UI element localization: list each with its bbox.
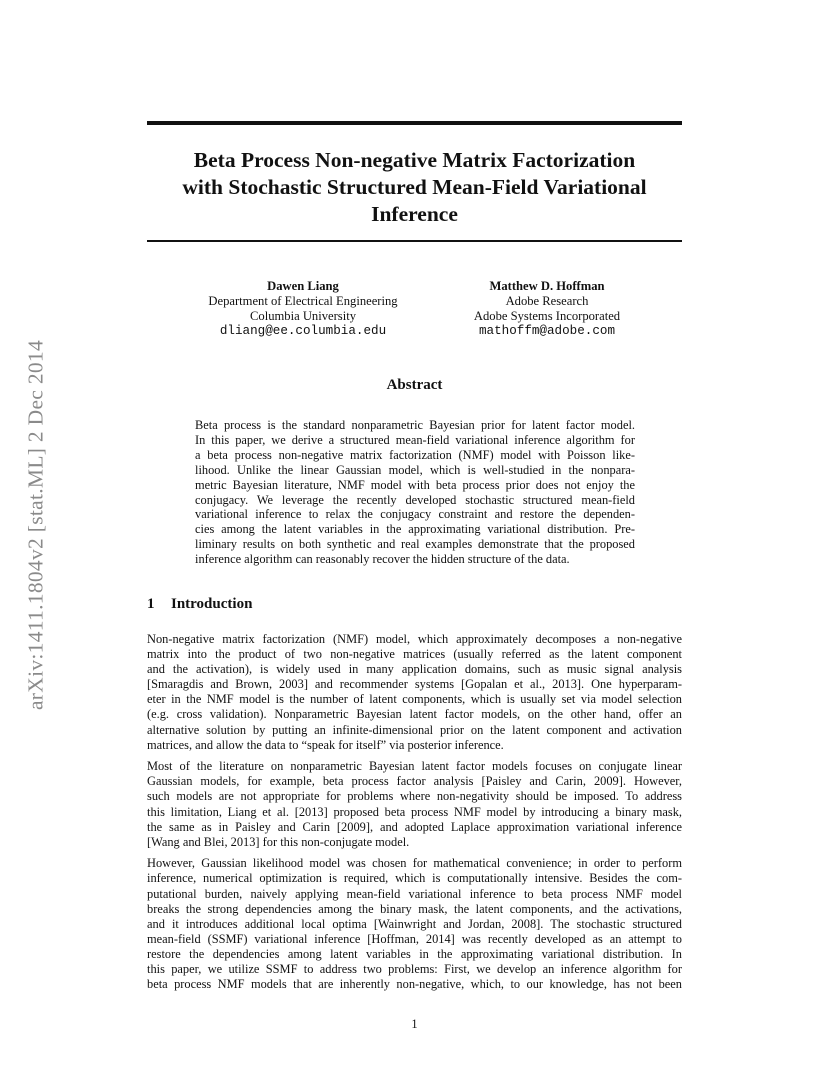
text-line: However, Gaussian likelihood model was chosen for mathematical convenience; in order to perform	[147, 856, 682, 871]
abstract-line: Beta process is the standard nonparametric Bayesian prior for latent factor model.	[195, 418, 635, 432]
text-line: matrices, and allow the data to “speak for itself” via posterior inference.	[147, 737, 504, 752]
text-line: restore the dependencies among latent variables in the approximating variational distribution. In	[147, 946, 682, 961]
text-line: Non-negative matrix factorization (NMF) model, which approximately decomposes a non-negative	[147, 632, 682, 646]
text-line: [Wang and Blei, 2013] for this non-conjugate model.	[147, 834, 410, 849]
text-line: eter in the NMF model is the number of latent components, which is usually set via model selection	[147, 692, 682, 707]
text-line: (e.g. cross validation). Nonparametric Bayesian latent factor models, on the other hand, offer an	[147, 707, 682, 722]
abstract-line: variational inference to relax the conjugacy constraint and restore the dependen-	[195, 507, 635, 522]
author-email: mathoffm@adobe.com	[478, 324, 616, 338]
paragraph	[147, 759, 682, 850]
abstract-line: liminary results on both synthetic and real examples demonstrate that the proposed	[195, 537, 635, 552]
abstract-line: cies among the latent variables in the approximating variational distribution. Pre-	[195, 522, 635, 537]
title-line: with Stochastic Structured Mean-Field Variational	[182, 175, 647, 199]
abstract-line: In this paper, we derive a structured mean-field variational inference algorithm for	[195, 432, 635, 447]
abstract-line: lihood. Unlike the linear Gaussian model, which is well-studied in the nonpara-	[195, 462, 635, 477]
text-line: [Smaragdis and Brown, 2003] and recommender systems [Gopalan et al., 2013]. One hyperparam-	[147, 677, 682, 692]
abstract-line: conjugacy. We leverage the recently developed stochastic structured mean-field	[195, 492, 635, 507]
section-title: Introduction	[171, 596, 253, 612]
author-name: Dawen Liang	[267, 279, 339, 293]
abstract-body	[195, 418, 635, 567]
title-line: Inference	[371, 202, 458, 226]
author-affiliation: Adobe Research	[505, 294, 589, 308]
text-line: the same as in Paisley and Carin [2009], and adopted Laplace approximation variational inference	[147, 819, 682, 834]
text-line: breaks the strong dependencies among the binary mask, the latent components, and the activations,	[147, 901, 682, 916]
title-rule-top	[147, 121, 682, 125]
arxiv-sidebar-stamp	[16, 295, 56, 755]
arxiv-id: arXiv:1411.1804v2 [stat.ML] 2 Dec 2014	[23, 339, 48, 711]
author-affiliation: Columbia University	[250, 309, 356, 323]
author-name: Matthew D. Hoffman	[489, 279, 605, 293]
page-number: 1	[411, 1017, 418, 1031]
text-line: matrix into the product of two non-negative matrices (usually referred as the latent component	[147, 647, 682, 662]
author-affiliation: Department of Electrical Engineering	[208, 294, 398, 308]
text-line: inference, numerical optimization is required, which is computationally intensive. Besides the com-	[147, 871, 682, 886]
title-line: Beta Process Non-negative Matrix Factorization	[193, 148, 636, 172]
author-affiliation: Adobe Systems Incorporated	[473, 309, 621, 323]
paragraph	[147, 856, 682, 992]
text-line: such models are not appropriate for problems where non-negativity should be imposed. To address	[147, 789, 682, 804]
title-rule-bottom	[147, 240, 682, 242]
introduction-body	[147, 632, 682, 999]
text-line: and the activation), is widely used in many application domains, such as music signal analysis	[147, 662, 682, 677]
text-line: this limitation, Liang et al. [2013] proposed beta process NMF model by introducing a binary mask,	[147, 804, 682, 819]
text-line: mean-field (SSMF) variational inference [Hoffman, 2014] was recently developed as an attempt to	[147, 931, 682, 946]
abstract-line: metric Bayesian literature, NMF model with beta process prior does not enjoy the	[195, 477, 635, 492]
text-line: putational burden, naively applying mean-field variational inference to beta process NMF model	[147, 886, 682, 901]
paragraph	[147, 632, 682, 753]
author-block-1	[183, 279, 423, 339]
text-line: beta process NMF models that are inherently non-negative, which, to our knowledge, has not been	[147, 977, 682, 992]
abstract-line: a beta process non-negative matrix factorization (NMF) model with Poisson like-	[195, 447, 635, 462]
author-email: dliang@ee.columbia.edu	[219, 324, 387, 338]
paper-title	[147, 147, 682, 228]
section-heading-introduction	[147, 596, 252, 613]
text-line: Gaussian models, for example, beta process factor analysis [Paisley and Carin, 2009]. However,	[147, 774, 682, 789]
text-line: and it introduces additional local optima [Wainwright and Jordan, 2008]. The stochastic structured	[147, 916, 682, 931]
text-line: this paper, we utilize SSMF to address two problems: First, we develop an inference algorithm for	[147, 961, 682, 976]
author-block-2	[427, 279, 667, 339]
abstract-line: inference algorithm can reasonably recover the hidden structure of the data.	[195, 552, 570, 567]
text-line: alternative solution by putting an infinite-dimensional prior on the latent component and activation	[147, 722, 682, 737]
abstract-heading: Abstract	[386, 377, 443, 393]
section-number: 1	[147, 596, 155, 612]
text-line: Most of the literature on nonparametric Bayesian latent factor models focuses on conjugate linear	[147, 759, 682, 774]
